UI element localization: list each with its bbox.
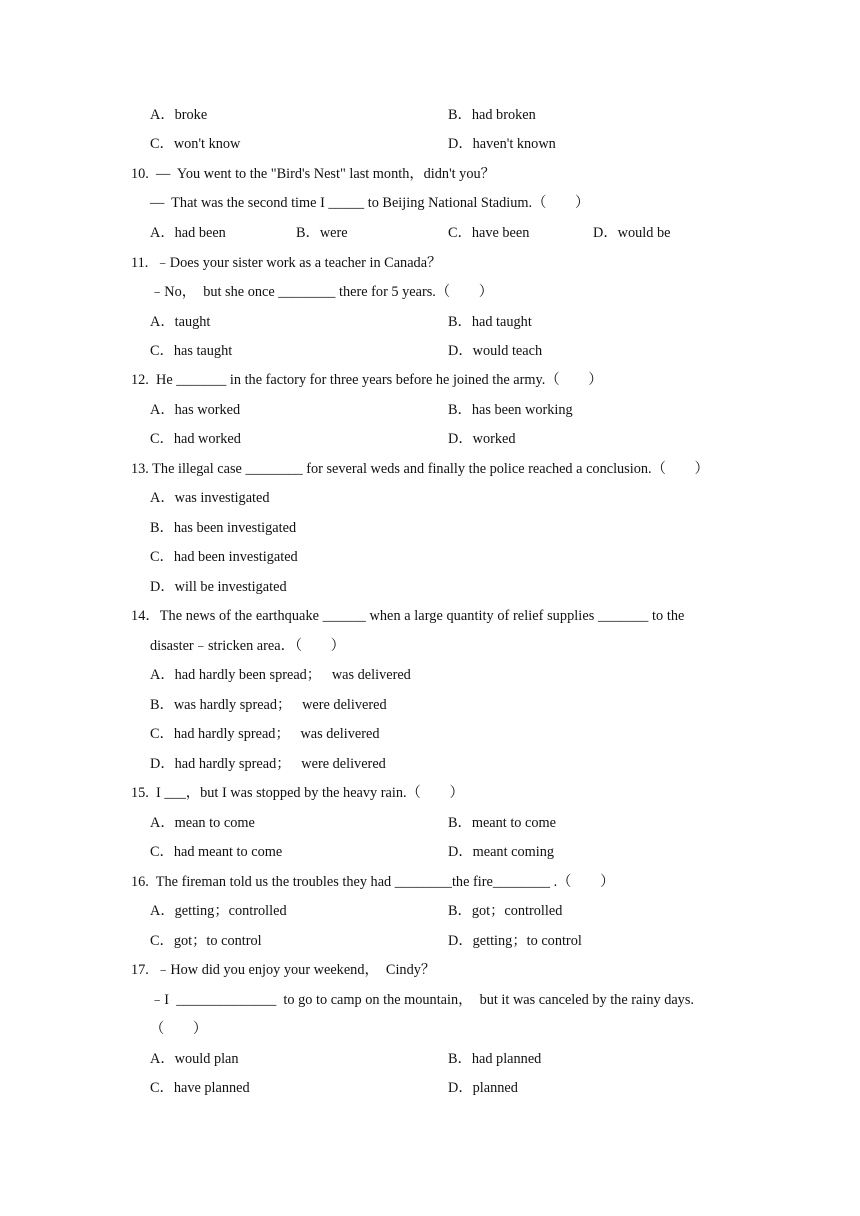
q16-option-a: A．getting；controlled [150, 903, 287, 919]
q14-option-b: B．was hardly spread； were delivered [150, 697, 387, 713]
q13-stem: 13. The illegal case ________ for several weds and finally the police reached a conclusion.（ ） [131, 461, 709, 477]
q15-option-c: C．had meant to come [150, 844, 283, 860]
q14-option-d: D．had hardly spread； were delivered [150, 756, 386, 772]
q17-stem: 17. ﹣How did you enjoy your weekend， Cindy？ [131, 962, 436, 978]
q12-option-a: A．has worked [150, 402, 241, 418]
q17-option-a: A．would plan [150, 1051, 239, 1067]
q11-stem: 11. ﹣Does your sister work as a teacher in Canada？ [131, 255, 442, 271]
q13-option-d: D．will be investigated [150, 579, 287, 595]
q17-line2: ﹣I ______________ to go to camp on the mountain， but it was canceled by the rainy days. [150, 992, 694, 1008]
q12-option-d: D．worked [448, 431, 516, 447]
q10-option-a: A．had been [150, 225, 226, 241]
q11-option-d: D．would teach [448, 343, 543, 359]
q13-option-c: C．had been investigated [150, 549, 298, 565]
q14-option-c: C．had hardly spread； was delivered [150, 726, 380, 742]
q16-stem: 16. The fireman told us the troubles they had ________the fire________ .（ ） [131, 874, 615, 890]
q16-option-d: D．getting；to control [448, 933, 582, 949]
q17-option-c: C．have planned [150, 1080, 250, 1096]
q15-option-a: A．mean to come [150, 815, 255, 831]
q17-line3: （ ） [150, 1021, 208, 1037]
q10-stem: 10. — You went to the "Bird's Nest" last month，didn't you？ [131, 166, 495, 182]
q9-option-b: B．had broken [448, 107, 536, 123]
q14-stem: 14．The news of the earthquake ______ when a large quantity of relief supplies _______ to the [131, 608, 685, 624]
q17-option-d: D．planned [448, 1080, 518, 1096]
q16-option-b: B．got；controlled [448, 903, 563, 919]
q14-line2: disaster﹣stricken area．（ ） [150, 638, 345, 654]
q11-option-c: C．has taught [150, 343, 233, 359]
q11-line2: ﹣No， but she once ________ there for 5 years.（ ） [150, 284, 494, 300]
q12-option-b: B．has been working [448, 402, 573, 418]
q9-option-c: C．won't know [150, 136, 241, 152]
q10-line2: — That was the second time I _____ to Beijing National Stadium.（ ） [150, 195, 590, 211]
q10-option-d: D．would be [593, 225, 671, 241]
q12-stem: 12. He _______ in the factory for three years before he joined the army.（ ） [131, 372, 603, 388]
q9-option-d: D．haven't known [448, 136, 556, 152]
q15-option-d: D．meant coming [448, 844, 555, 860]
q16-option-c: C．got；to control [150, 933, 262, 949]
q11-option-a: A．taught [150, 314, 211, 330]
q9-option-a: A．broke [150, 107, 208, 123]
q11-option-b: B．had taught [448, 314, 532, 330]
q15-stem: 15. I ___，but I was stopped by the heavy rain.（ ） [131, 785, 464, 801]
q10-option-b: B．were [296, 225, 348, 241]
q13-option-a: A．was investigated [150, 490, 270, 506]
q15-option-b: B．meant to come [448, 815, 556, 831]
q10-option-c: C．have been [448, 225, 530, 241]
q14-option-a: A．had hardly been spread； was delivered [150, 667, 411, 683]
q12-option-c: C．had worked [150, 431, 241, 447]
q17-option-b: B．had planned [448, 1051, 542, 1067]
q13-option-b: B．has been investigated [150, 520, 297, 536]
